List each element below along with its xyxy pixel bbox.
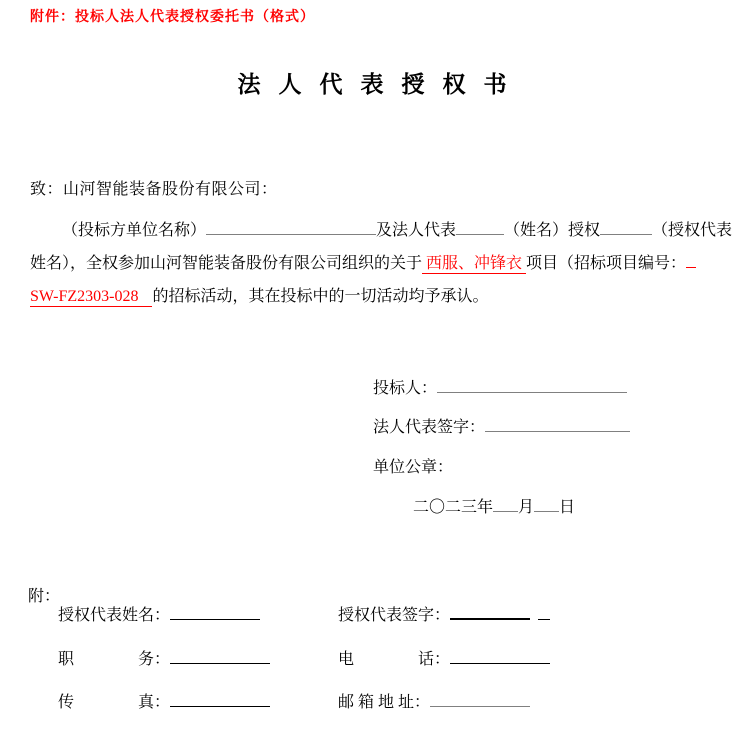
attachment-note: 附件：投标人法人代表授权委托书（格式） — [30, 10, 315, 25]
blank-company-name — [206, 219, 376, 235]
rep-sign-row — [338, 602, 550, 625]
blank-month — [493, 496, 518, 512]
body-text: 及法人代表 — [376, 222, 457, 239]
legal-rep-sign-label: 法人代表签字： — [373, 419, 486, 436]
blank-legal-rep-sign — [485, 416, 630, 432]
body-text: 项目（招标项目编号： — [526, 255, 687, 272]
body-line-1 — [30, 214, 736, 247]
blank-fax — [170, 691, 270, 707]
body-text: 姓名），全权参加山河智能装备股份有限公司组织的关于 — [30, 255, 423, 272]
rep-sign-label: 授权代表签字： — [338, 607, 451, 624]
blank-authorized-rep — [600, 219, 652, 235]
body-text: （授权代表 — [652, 222, 733, 239]
bidder-row — [373, 375, 627, 398]
blank-rep-sign-short — [538, 604, 550, 620]
blank-email — [430, 691, 530, 707]
body-paragraph — [30, 214, 736, 313]
blank-day — [534, 496, 559, 512]
seal-row — [373, 454, 453, 477]
position-label: 职 务： — [58, 651, 171, 668]
date-day: 日 — [559, 499, 576, 516]
body-text: 的招标活动，其在投标中的一切活动均予承认。 — [152, 288, 489, 305]
email-label: 邮 箱 地 址： — [338, 694, 431, 711]
body-text: （投标方单位名称） — [62, 222, 207, 239]
blank-rep-sign — [450, 603, 530, 620]
blank-red-short — [686, 252, 696, 268]
salutation: 致：山河智能装备股份有限公司： — [30, 181, 278, 198]
blank-rep-name — [170, 604, 260, 620]
body-text: （姓名）授权 — [504, 222, 601, 239]
date-month: 月 — [518, 499, 535, 516]
page-title: 法人代表授权书 — [237, 72, 525, 97]
seal-label: 单位公章： — [373, 459, 454, 476]
phone-row — [338, 646, 550, 669]
blank-position — [170, 648, 270, 664]
bidder-label: 投标人： — [373, 380, 438, 397]
rep-name-row — [58, 602, 260, 625]
blank-legal-rep-name — [456, 219, 504, 235]
fax-label: 传 真： — [58, 694, 171, 711]
blank-bidder — [437, 377, 627, 393]
body-line-2 — [30, 247, 736, 280]
legal-rep-sign-row — [373, 414, 630, 437]
appendix-heading: 附： — [28, 588, 61, 605]
date-row — [413, 494, 575, 517]
rep-name-label: 授权代表姓名： — [58, 607, 171, 624]
date-year: 二〇二三年 — [413, 499, 494, 516]
body-line-3 — [30, 280, 736, 313]
blank-phone — [450, 648, 550, 664]
project-code-highlight: SW-FZ2303-028 — [30, 288, 152, 307]
phone-label: 电 话： — [338, 651, 451, 668]
project-name-highlight: 西服、冲锋衣 — [422, 255, 526, 274]
fax-row — [58, 689, 270, 712]
position-row — [58, 646, 270, 669]
email-row — [338, 689, 530, 712]
